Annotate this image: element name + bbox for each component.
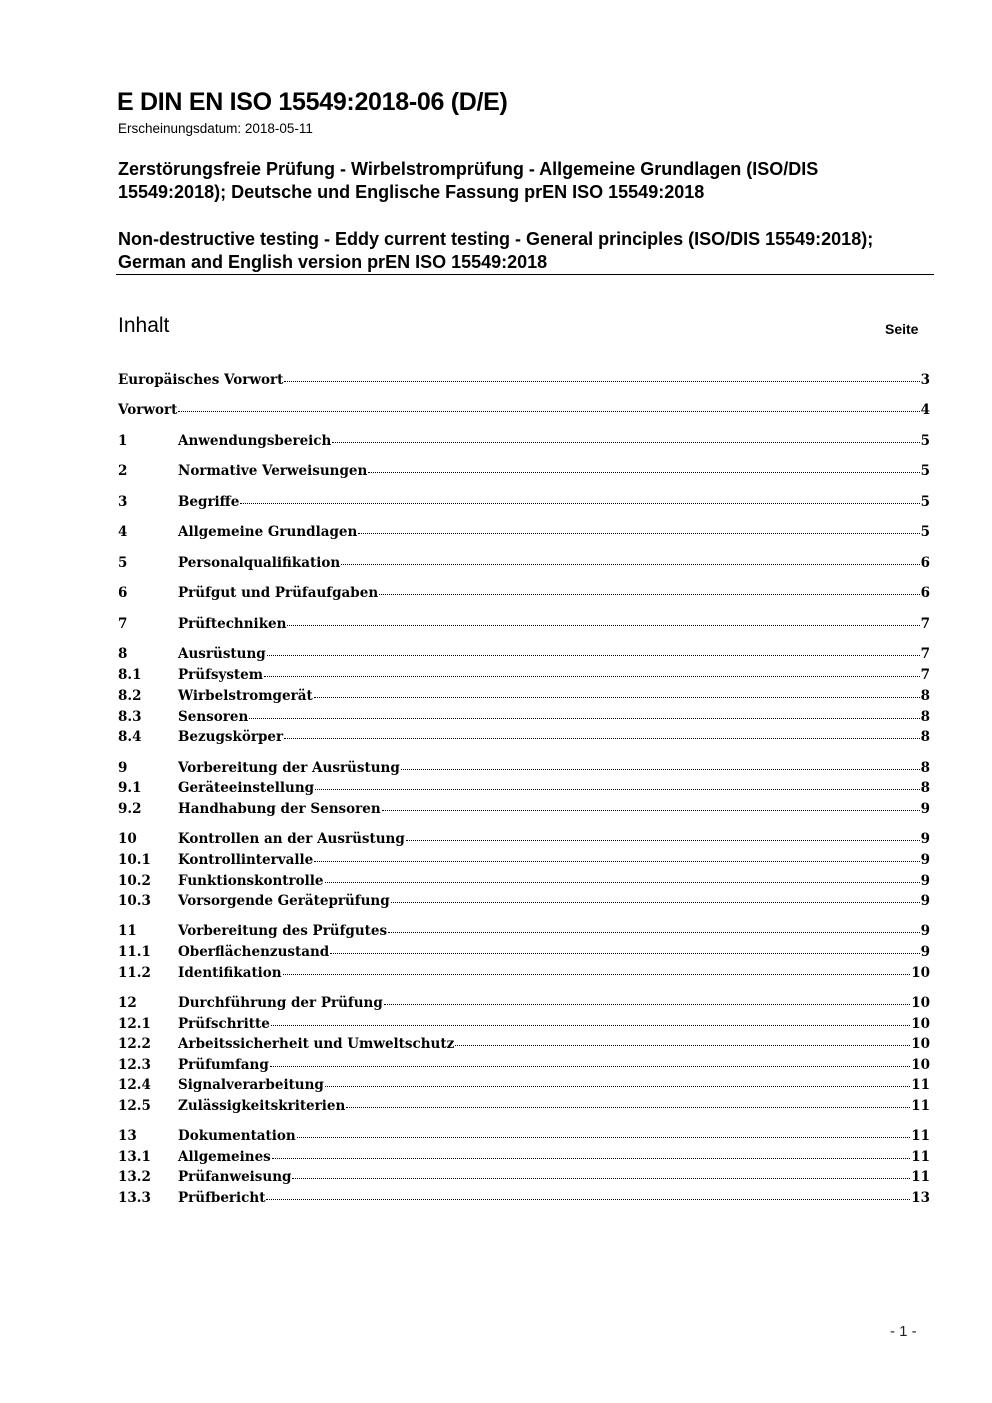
toc-entry[interactable] — [118, 1055, 930, 1075]
toc-entry[interactable] — [118, 727, 930, 747]
issue-date: Erscheinungsdatum: 2018-05-11 — [118, 121, 313, 136]
toc-entry-title: Prüfgut und Prüfaufgaben — [178, 585, 379, 601]
toc-entry-number: 3 — [118, 494, 128, 510]
toc-entry-title: Prüfschritte — [178, 1016, 270, 1032]
toc-entry[interactable] — [118, 553, 930, 573]
toc-entry-title: Ausrüstung — [178, 646, 266, 662]
toc-entry[interactable] — [118, 707, 930, 727]
toc-entry-number: 7 — [118, 616, 128, 632]
toc-entry-page: 13 — [911, 1190, 930, 1206]
toc-entry-number: 12 — [118, 995, 137, 1011]
toc-entry-page: 8 — [920, 709, 930, 725]
toc-entry-title: Durchführung der Prüfung — [178, 995, 383, 1011]
toc-entry-number: 11.2 — [118, 965, 151, 981]
toc-entry-page: 8 — [920, 688, 930, 704]
toc-entry[interactable] — [118, 492, 930, 512]
toc-dot-leader — [368, 472, 919, 473]
toc-entry-page: 8 — [920, 780, 930, 796]
toc-entry-number: 8.1 — [118, 667, 142, 683]
toc-entry-page: 11 — [911, 1098, 930, 1114]
toc-entry-page: 7 — [920, 667, 930, 683]
toc-entry-number: 13.1 — [118, 1149, 151, 1165]
toc-entry-page: 10 — [911, 965, 930, 981]
toc-entry[interactable] — [118, 583, 930, 603]
toc-entry-title: Signalverarbeitung — [178, 1077, 324, 1093]
toc-entry[interactable] — [118, 871, 930, 891]
toc-entry-page: 4 — [920, 402, 930, 418]
toc-dot-leader — [455, 1045, 910, 1046]
toc-entry[interactable] — [118, 1075, 930, 1095]
toc-entry-title: Wirbelstromgerät — [178, 688, 313, 704]
toc-dot-leader — [178, 411, 919, 412]
title-german: Zerstörungsfreie Prüfung - Wirbelstromprüfung - Allgemeine Grundlagen (ISO/DIS 15549:2018); Deutsche und Englische Fassung prEN ISO 15549:2018 — [118, 159, 819, 202]
toc-entry-title: Prüftechniken — [178, 616, 287, 632]
toc-entry-title: Zulässigkeitskriterien — [178, 1098, 346, 1114]
toc-entry[interactable] — [118, 963, 930, 983]
toc-entry[interactable] — [118, 850, 930, 870]
toc-entry-number: 12.4 — [118, 1077, 151, 1093]
toc-entry[interactable] — [118, 758, 930, 778]
title-english: Non-destructive testing - Eddy current testing - General principles (ISO/DIS 15549:2018); German and English version prEN ISO 15549:2018 — [118, 229, 874, 272]
toc-entry-title: Handhabung der Sensoren — [178, 801, 381, 817]
document-id: E DIN EN ISO 15549:2018-06 (D/E) — [117, 88, 508, 116]
toc-entry-title: Geräteeinstellung — [178, 780, 315, 796]
toc-entry-title: Vorwort — [118, 402, 178, 418]
toc-entry-number: 10.3 — [118, 893, 151, 909]
toc-entry-page: 9 — [920, 801, 930, 817]
toc-entry-page: 6 — [920, 555, 930, 571]
toc-dot-leader — [358, 533, 919, 534]
toc-entry-title: Anwendungsbereich — [178, 433, 332, 449]
toc-entry-title: Prüfsystem — [178, 667, 264, 683]
toc-dot-leader — [384, 1004, 910, 1005]
toc-dot-leader — [266, 1199, 910, 1200]
toc-entry-title: Allgemeine Grundlagen — [178, 524, 358, 540]
toc-entry-page: 6 — [920, 585, 930, 601]
toc-entry-number: 10.1 — [118, 852, 151, 868]
toc-heading: Inhalt — [118, 314, 170, 337]
toc-entry-number: 10 — [118, 831, 137, 847]
header-divider — [116, 274, 934, 275]
toc-dot-leader — [264, 676, 920, 677]
toc-entry[interactable] — [118, 778, 930, 798]
toc-dot-leader — [297, 1137, 910, 1138]
toc-entry[interactable] — [118, 1147, 930, 1167]
toc-entry[interactable] — [118, 1034, 930, 1054]
toc-dot-leader — [270, 1066, 910, 1067]
toc-entry-title: Vorbereitung des Prüfgutes — [178, 923, 388, 939]
toc-entry[interactable] — [118, 1096, 930, 1116]
toc-entry-page: 9 — [920, 944, 930, 960]
toc-entry-page: 9 — [920, 923, 930, 939]
toc-dot-leader — [382, 810, 920, 811]
toc-entry-number: 9.2 — [118, 801, 142, 817]
toc-entry[interactable] — [118, 1188, 930, 1208]
toc-entry[interactable] — [118, 942, 930, 962]
toc-entry-title: Vorsorgende Geräteprüfung — [178, 893, 390, 909]
toc-dot-leader — [315, 789, 920, 790]
toc-dot-leader — [314, 697, 920, 698]
toc-dot-leader — [240, 503, 919, 504]
toc-entry[interactable] — [118, 644, 930, 664]
toc-dot-leader — [314, 861, 919, 862]
toc-entry-title: Kontrollen an der Ausrüstung — [178, 831, 405, 847]
toc-entry-title: Funktionskontrolle — [178, 873, 324, 889]
toc-entry[interactable] — [118, 1014, 930, 1034]
toc-entry-number: 4 — [118, 524, 128, 540]
toc-entry-page: 11 — [911, 1169, 930, 1185]
toc-dot-leader — [346, 1107, 910, 1108]
toc-entry-page: 7 — [920, 646, 930, 662]
toc-entry-title: Begriffe — [178, 494, 240, 510]
toc-entry-number: 12.5 — [118, 1098, 151, 1114]
toc-entry-title: Dokumentation — [178, 1128, 296, 1144]
toc-entry-page: 10 — [911, 1036, 930, 1052]
toc-entry-number: 13 — [118, 1128, 137, 1144]
toc-entry-number: 11.1 — [118, 944, 151, 960]
toc-dot-leader — [284, 738, 919, 739]
toc-entry-title: Prüfanweisung — [178, 1169, 292, 1185]
toc-entry-page: 7 — [920, 616, 930, 632]
toc-entry[interactable] — [118, 829, 930, 849]
toc-entry-title: Normative Verweisungen — [178, 463, 368, 479]
toc-dot-leader — [325, 1086, 910, 1087]
toc-entry-title: Prüfbericht — [178, 1190, 266, 1206]
toc-entry[interactable] — [118, 921, 930, 941]
toc-entry-title: Kontrollintervalle — [178, 852, 314, 868]
toc-dot-leader — [330, 953, 919, 954]
toc-dot-leader — [379, 594, 919, 595]
toc-entry-number: 12.1 — [118, 1016, 151, 1032]
toc-entry-number: 10.2 — [118, 873, 151, 889]
toc-entry-page: 9 — [920, 831, 930, 847]
toc-entry-number: 12.3 — [118, 1057, 151, 1073]
toc-entry-number: 2 — [118, 463, 128, 479]
toc-entry-title: Sensoren — [178, 709, 249, 725]
toc-entry[interactable] — [118, 799, 930, 819]
toc-entry-page: 5 — [920, 433, 930, 449]
toc-entry-page: 11 — [911, 1077, 930, 1093]
toc-dot-leader — [287, 625, 919, 626]
toc-entry-page: 8 — [920, 729, 930, 745]
toc-entry[interactable] — [118, 993, 930, 1013]
toc-entry-page: 10 — [911, 1016, 930, 1032]
toc-entry[interactable] — [118, 400, 930, 420]
toc-entry[interactable] — [118, 1126, 930, 1146]
toc-entry-page: 11 — [911, 1149, 930, 1165]
toc-dot-leader — [267, 655, 920, 656]
toc-dot-leader — [249, 718, 919, 719]
toc-entry-page: 5 — [920, 494, 930, 510]
toc-entry-number: 8.4 — [118, 729, 142, 745]
toc-entry-page: 11 — [911, 1128, 930, 1144]
toc-entry-number: 12.2 — [118, 1036, 151, 1052]
toc-entry-title: Arbeitssicherheit und Umweltschutz — [178, 1036, 455, 1052]
toc-dot-leader — [284, 381, 919, 382]
toc-entry-page: 10 — [911, 1057, 930, 1073]
toc-entry-page: 5 — [920, 463, 930, 479]
toc-dot-leader — [388, 932, 919, 933]
toc-entry-page: 9 — [920, 852, 930, 868]
toc-entry-title: Personalqualifikation — [178, 555, 341, 571]
toc-entry[interactable] — [118, 461, 930, 481]
toc-entry-number: 8.2 — [118, 688, 142, 704]
toc-dot-leader — [325, 882, 920, 883]
toc-entry[interactable] — [118, 686, 930, 706]
toc-entry-page: 10 — [911, 995, 930, 1011]
toc-entry[interactable] — [118, 522, 930, 542]
toc-entry[interactable] — [118, 370, 930, 390]
toc-entry-page: 5 — [920, 524, 930, 540]
toc-dot-leader — [341, 564, 919, 565]
toc-entry-title: Europäisches Vorwort — [118, 372, 284, 388]
toc-entry-title: Vorbereitung der Ausrüstung — [178, 760, 400, 776]
toc-entry-page: 3 — [920, 372, 930, 388]
toc-dot-leader — [283, 974, 911, 975]
toc-entry-title: Oberflächenzustand — [178, 944, 330, 960]
toc-entry-number: 1 — [118, 433, 128, 449]
toc-entry-number: 11 — [118, 923, 137, 939]
toc-entry-number: 8 — [118, 646, 128, 662]
toc-entry-page: 9 — [920, 873, 930, 889]
toc-entry-title: Allgemeines — [178, 1149, 271, 1165]
toc-dot-leader — [272, 1158, 910, 1159]
toc-entry-title: Prüfumfang — [178, 1057, 269, 1073]
toc-entry-title: Identifikation — [178, 965, 282, 981]
toc-page-column-label: Seite — [885, 321, 919, 337]
toc-entry[interactable] — [118, 614, 930, 634]
toc-dot-leader — [391, 902, 920, 903]
toc-entry[interactable] — [118, 891, 930, 911]
toc-entry-page: 8 — [920, 760, 930, 776]
toc-dot-leader — [292, 1178, 910, 1179]
toc-entry[interactable] — [118, 665, 930, 685]
toc-entry-number: 8.3 — [118, 709, 142, 725]
toc-dot-leader — [401, 769, 920, 770]
toc-entry-number: 9.1 — [118, 780, 142, 796]
toc-dot-leader — [332, 442, 919, 443]
toc-entry-page: 9 — [920, 893, 930, 909]
toc-entry-number: 13.3 — [118, 1190, 151, 1206]
toc-entry[interactable] — [118, 431, 930, 451]
page-number: - 1 - — [890, 1323, 917, 1340]
toc-dot-leader — [406, 840, 920, 841]
toc-entry[interactable] — [118, 1167, 930, 1187]
toc-entry-number: 13.2 — [118, 1169, 151, 1185]
toc-entry-number: 5 — [118, 555, 128, 571]
toc-entry-number: 6 — [118, 585, 128, 601]
toc-dot-leader — [271, 1025, 910, 1026]
toc-entry-number: 9 — [118, 760, 128, 776]
toc-entry-title: Bezugskörper — [178, 729, 284, 745]
